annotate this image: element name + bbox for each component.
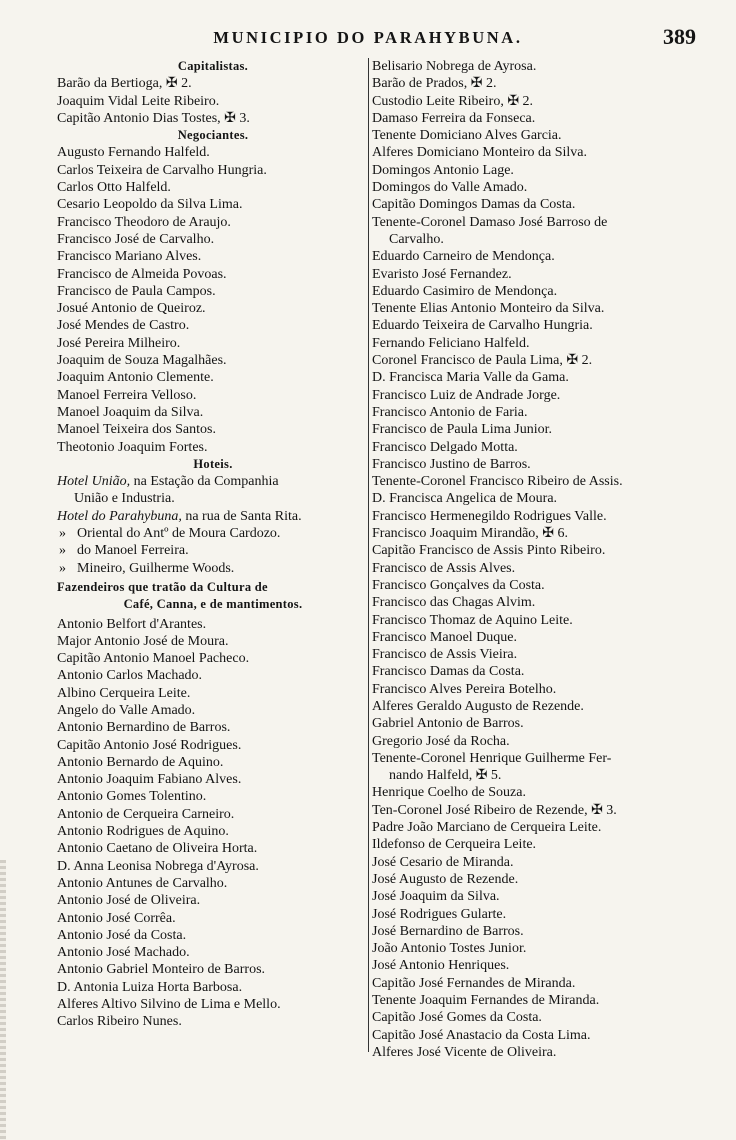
list-item: Josué Antonio de Queiroz.	[57, 301, 206, 317]
ditto-mark: »	[59, 543, 66, 559]
list-item: Francisco Joaquim Mirandão, ✠ 6.	[372, 526, 569, 542]
list-item: Capitão Antonio José Rodrigues.	[57, 737, 242, 753]
list-item: Capitão José Gomes da Costa.	[372, 1010, 542, 1026]
list-item: João Antonio Tostes Junior.	[372, 941, 527, 957]
fazendeiros-list-cont	[372, 58, 692, 1061]
list-item: Tenente Domiciano Alves Garcia.	[372, 128, 562, 144]
hotel-entry-text: do Manoel Ferreira.	[77, 543, 189, 559]
list-item: D. Francisca Angelica de Moura.	[372, 491, 558, 507]
page-number: 389	[663, 24, 696, 49]
list-item: Tenente-Coronel Damaso José Barroso de	[372, 214, 608, 230]
list-item: Augusto Fernando Halfeld.	[57, 145, 210, 161]
list-item: Francisco de Paula Lima Junior.	[372, 422, 553, 438]
list-item: Francisco Damas da Costa.	[372, 664, 525, 680]
list-item: Antonio Gomes Tolentino.	[57, 789, 207, 805]
negociantes-list	[57, 144, 369, 455]
list-item: Eduardo Carneiro de Mendonça.	[372, 249, 555, 265]
list-item: Eduardo Casimiro de Mendonça.	[372, 283, 558, 299]
list-item: Francisco Luiz de Andrade Jorge.	[372, 387, 561, 403]
list-item: Ten-Coronel José Ribeiro de Rezende, ✠ 3.	[372, 802, 617, 818]
list-item: Joaquim de Souza Magalhães.	[57, 353, 227, 369]
list-item: Antonio Belfort d'Arantes.	[57, 616, 207, 632]
list-item: Manoel Joaquim da Silva.	[57, 404, 204, 420]
list-item: Capitão José Anastacio da Costa Lima.	[372, 1027, 591, 1043]
list-item: Barão da Bertioga, ✠ 2.	[57, 76, 192, 92]
list-item: Joaquim Antonio Clemente.	[57, 370, 214, 386]
list-item: D. Anna Leonisa Nobrega d'Ayrosa.	[57, 858, 259, 874]
section-heading-capitalistas: Capitalistas.	[177, 59, 249, 73]
hotel-location: na Estação da Companhia	[130, 474, 279, 490]
list-item: Alferes José Vicente de Oliveira.	[372, 1044, 557, 1060]
list-item: Carlos Teixeira de Carvalho Hungria.	[57, 162, 267, 178]
hotel-entry	[57, 560, 369, 577]
list-item: Antonio Bernardo de Aquino.	[57, 754, 224, 770]
list-item: Francisco José de Carvalho.	[57, 231, 215, 247]
list-item: Theotonio Joaquim Fortes.	[57, 439, 208, 455]
list-item: Antonio Caetano de Oliveira Horta.	[57, 841, 258, 857]
list-item: Manoel Ferreira Velloso.	[57, 387, 197, 403]
list-item: Cesario Leopoldo da Silva Lima.	[57, 197, 243, 213]
list-item: Francisco Justino de Barros.	[372, 456, 531, 472]
list-item: Antonio José de Oliveira.	[57, 893, 201, 909]
list-item: Carvalho.	[389, 231, 444, 247]
hotel-name: Hotel União,	[57, 474, 131, 490]
list-item: Francisco Antonio de Faria.	[372, 404, 528, 420]
list-item: Angelo do Valle Amado.	[57, 702, 196, 718]
list-item: José Cesario de Miranda.	[372, 854, 514, 870]
list-item: Francisco de Almeida Povoas.	[57, 266, 227, 282]
list-item: Ildefonso de Cerqueira Leite.	[372, 837, 537, 853]
hotel-entry	[57, 525, 369, 542]
ditto-mark: »	[59, 526, 66, 542]
list-item: Alferes Geraldo Augusto de Rezende.	[372, 698, 584, 714]
list-item: Antonio Joaquim Fabiano Alves.	[57, 772, 242, 788]
list-item: Antonio Bernardino de Barros.	[57, 720, 231, 736]
list-item: Custodio Leite Ribeiro, ✠ 2.	[372, 93, 534, 109]
list-item: nando Halfeld, ✠ 5.	[389, 768, 502, 784]
list-item: Barão de Prados, ✠ 2.	[372, 76, 497, 92]
list-item: Tenente-Coronel Francisco Ribeiro de Assis.	[372, 474, 623, 490]
list-item: Antonio José da Costa.	[57, 927, 187, 943]
list-item: Belisario Nobrega de Ayrosa.	[372, 59, 537, 74]
list-item: Francisco das Chagas Alvim.	[372, 595, 536, 611]
section-heading-negociantes: Negociantes.	[177, 128, 249, 143]
list-item: Alferes Domiciano Monteiro da Silva.	[372, 145, 588, 161]
list-item: Alferes Altivo Silvino de Lima e Mello.	[57, 997, 281, 1013]
list-item: Padre João Marciano de Cerqueira Leite.	[372, 820, 602, 836]
list-item: Antonio Gabriel Monteiro de Barros.	[57, 962, 266, 978]
list-item: Tenente Joaquim Fernandes de Miranda.	[372, 993, 600, 1009]
list-item: Capitão Domingos Damas da Costa.	[372, 197, 576, 213]
list-item: Francisco Delgado Motta.	[372, 439, 518, 455]
scan-edge-artifact	[0, 860, 6, 1140]
hotel-entry-text: Oriental do Antº de Moura Cardozo.	[77, 526, 281, 542]
list-item: D. Antonia Luiza Horta Barbosa.	[57, 979, 243, 995]
hotel-sub-list	[57, 525, 369, 577]
list-item: Francisco Alves Pereira Botelho.	[372, 681, 557, 697]
list-item: Antonio de Cerqueira Carneiro.	[57, 806, 235, 822]
list-item: Capitão Francisco de Assis Pinto Ribeiro.	[372, 543, 606, 559]
left-column	[57, 58, 369, 1031]
list-item: Francisco Hermenegildo Rodrigues Valle.	[372, 508, 607, 524]
list-item: Capitão José Fernandes de Miranda.	[372, 975, 576, 991]
list-item: Francisco Theodoro de Araujo.	[57, 214, 231, 230]
hotel-entry-uniao-cont: União e Industria.	[74, 491, 175, 507]
list-item: Antonio José Machado.	[57, 945, 190, 961]
hotel-entry-text: Mineiro, Guilherme Woods.	[77, 560, 235, 576]
list-item: Antonio Antunes de Carvalho.	[57, 875, 228, 891]
list-item: José Bernardino de Barros.	[372, 923, 524, 939]
list-item: Major Antonio José de Moura.	[57, 633, 229, 649]
page-title: MUNICIPIO DO PARAHYBUNA.	[213, 28, 523, 47]
hotel-entry-uniao	[57, 473, 369, 490]
list-item: José Mendes de Castro.	[57, 318, 190, 334]
page-header	[0, 26, 736, 56]
list-item: Capitão Antonio Dias Tostes, ✠ 3.	[57, 110, 250, 126]
list-item: Gabriel Antonio de Barros.	[372, 716, 524, 732]
list-item: José Pereira Milheiro.	[57, 335, 181, 351]
capitalistas-list	[57, 75, 369, 127]
section-heading-hoteis: Hoteis.	[193, 456, 233, 471]
list-item: Antonio Carlos Machado.	[57, 668, 203, 684]
list-item: Eduardo Teixeira de Carvalho Hungria.	[372, 318, 593, 334]
hotel-location: na rua de Santa Rita.	[181, 508, 302, 524]
list-item: Coronel Francisco de Paula Lima, ✠ 2.	[372, 353, 593, 369]
list-item: Evaristo José Fernandez.	[372, 266, 512, 282]
list-item: Capitão Antonio Manoel Pacheco.	[57, 651, 250, 667]
list-item: Joaquim Vidal Leite Ribeiro.	[57, 93, 220, 109]
list-item: Fernando Feliciano Halfeld.	[372, 335, 530, 351]
list-item: Antonio Rodrigues de Aquino.	[57, 824, 229, 840]
hoteis-list	[57, 473, 369, 577]
section-heading-fazendeiros-cont: Café, Canna, e de mantimentos.	[123, 597, 303, 612]
list-item: José Augusto de Rezende.	[372, 871, 519, 887]
list-item: D. Francisca Maria Valle da Gama.	[372, 370, 569, 386]
list-item: Tenente Elias Antonio Monteiro da Silva.	[372, 301, 605, 317]
fazendeiros-list	[57, 616, 369, 1031]
list-item: Francisco Gonçalves da Costa.	[372, 577, 545, 593]
list-item: Tenente-Coronel Henrique Guilherme Fer-	[372, 750, 612, 766]
list-item: Francisco de Paula Campos.	[57, 283, 216, 299]
list-item: Henrique Coelho de Souza.	[372, 785, 526, 801]
hotel-entry-parahybuna	[57, 508, 369, 525]
list-item: Damaso Ferreira da Fonseca.	[372, 110, 536, 126]
list-item: Albino Cerqueira Leite.	[57, 685, 191, 701]
list-item: Manoel Teixeira dos Santos.	[57, 422, 216, 438]
list-item: Domingos do Valle Amado.	[372, 180, 528, 196]
list-item: Antonio José Corrêa.	[57, 910, 176, 926]
list-item: Francisco de Assis Alves.	[372, 560, 516, 576]
hotel-entry	[57, 542, 369, 559]
hotel-name: Hotel do Parahybuna,	[57, 508, 182, 524]
list-item: José Rodrigues Gularte.	[372, 906, 507, 922]
list-item: José Joaquim da Silva.	[372, 889, 500, 905]
list-item: José Antonio Henriques.	[372, 958, 510, 974]
section-heading-fazendeiros: Fazendeiros que tratão da Cultura de	[57, 579, 268, 594]
list-item: Gregorio José da Rocha.	[372, 733, 510, 749]
right-column	[372, 58, 692, 1061]
list-item: Carlos Otto Halfeld.	[57, 180, 171, 196]
list-item: Francisco Manoel Duque.	[372, 629, 518, 645]
list-item: Carlos Ribeiro Nunes.	[57, 1014, 182, 1030]
list-item: Francisco Thomaz de Aquino Leite.	[372, 612, 573, 628]
list-item: Domingos Antonio Lage.	[372, 162, 514, 178]
list-item: Francisco de Assis Vieira.	[372, 647, 518, 663]
ditto-mark: »	[59, 560, 66, 576]
list-item: Francisco Mariano Alves.	[57, 249, 202, 265]
